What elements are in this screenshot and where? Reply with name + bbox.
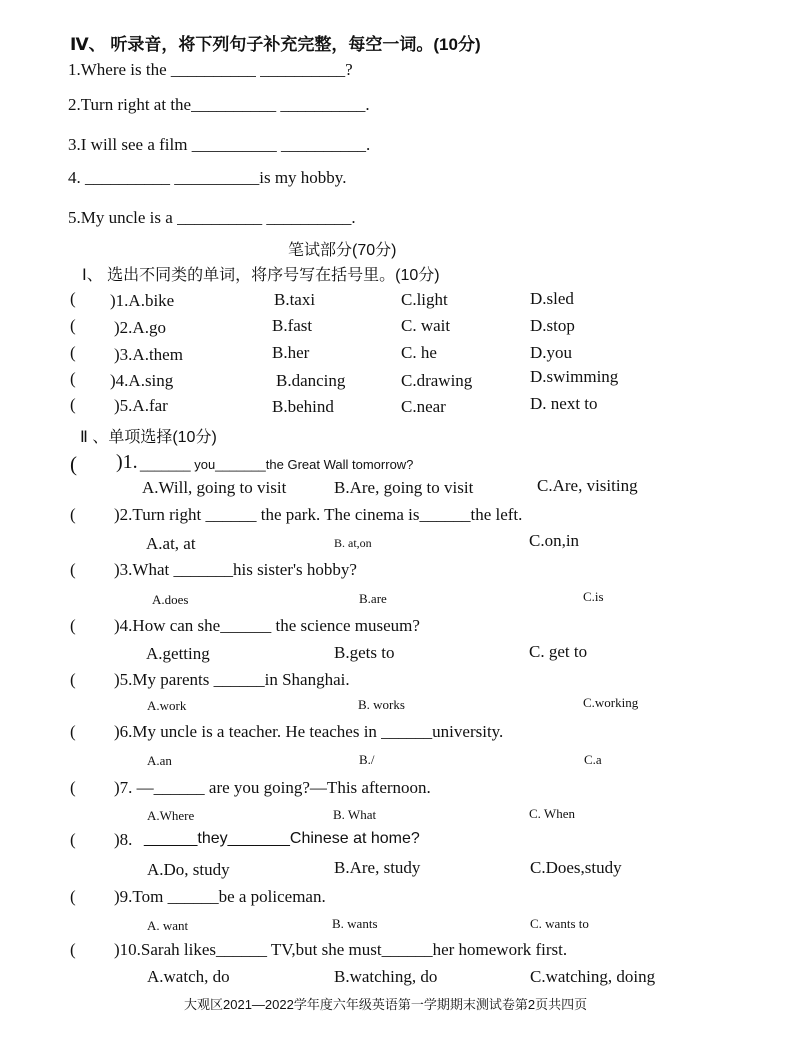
question-option-a: )3.A.them (114, 345, 183, 364)
listening-line-1: 1.Where is the __________ __________? (68, 60, 353, 79)
option-c: C.a (584, 752, 602, 767)
question-option-a: )4.A.sing (110, 371, 174, 390)
question-text: )2.Turn right ______ the park. The cinema is______the left. (114, 505, 523, 524)
listening-line-2: 2.Turn right at the__________ __________. (68, 95, 370, 114)
option-d: D. next to (530, 394, 598, 413)
answer-paren: ( (70, 343, 76, 362)
answer-paren: ( (70, 369, 76, 388)
option-a: A. want (147, 918, 189, 933)
option-b: B.her (272, 343, 310, 362)
option-b: B. wants (332, 916, 378, 931)
question-text: )10.Sarah likes______ TV,but she must______her homework first. (114, 940, 568, 959)
option-a: A.Will, going to visit (142, 478, 287, 497)
section-4-heading: Ⅳ、 听录音，将下列句子补充完整，每空一词。(10分) (70, 35, 481, 54)
section-1-heading: Ⅰ、 选出不同类的单词，将序号写在括号里。(10分) (82, 267, 440, 284)
question-text: )4.How can she______ the science museum? (114, 616, 420, 635)
option-c: C. When (529, 806, 575, 821)
question-number: )8. (114, 830, 133, 849)
question-number: )1. (116, 451, 138, 473)
answer-paren: ( (70, 722, 76, 741)
option-b: B.are (359, 591, 387, 606)
option-d: D.sled (530, 289, 574, 308)
option-c: C.near (401, 397, 446, 416)
answer-paren: ( (70, 289, 76, 308)
page-footer: 大观区2021—2022学年度六年级英语第一学期期末测试卷第2页共四页 (184, 997, 588, 1012)
question-text: )5.My parents ______in Shanghai. (114, 670, 350, 689)
question-option-a: )1.A.bike (110, 291, 175, 310)
option-b: B./ (359, 752, 375, 767)
answer-paren: ( (70, 887, 76, 906)
option-c: C.Are, visiting (537, 476, 638, 495)
listening-line-4: 4. __________ __________is my hobby. (68, 168, 347, 187)
answer-paren: ( (70, 505, 76, 524)
listening-line-5: 5.My uncle is a __________ __________. (68, 208, 356, 227)
option-c: C.working (583, 695, 639, 710)
option-a: A.at, at (146, 534, 196, 553)
section-2-heading: Ⅱ 、单项选择(10分) (80, 429, 217, 446)
answer-paren: ( (70, 560, 76, 579)
option-b: B.gets to (334, 643, 395, 662)
question-text: )7. —______ are you going?—This afternoon. (114, 778, 431, 797)
written-part-title: 笔试部分(70分) (288, 242, 397, 259)
option-a: A.does (152, 592, 189, 607)
option-c: C. get to (529, 642, 588, 661)
option-c: C.drawing (401, 371, 473, 390)
option-c: C. wants to (530, 916, 589, 931)
option-c: C. wait (401, 316, 451, 335)
option-a: A.getting (146, 644, 210, 663)
option-a: A.Where (147, 808, 195, 823)
question-text: _______ you_______the Great Wall tomorrow? (140, 457, 414, 472)
question-option-a: )5.A.far (114, 396, 168, 415)
option-d: D.you (530, 343, 573, 362)
option-c: C.light (401, 290, 448, 309)
option-c: C.Does,study (530, 858, 622, 877)
option-b: B.watching, do (334, 967, 438, 986)
option-a: A.Do, study (147, 860, 230, 879)
option-b: B.dancing (276, 371, 346, 390)
answer-paren: ( (70, 940, 76, 959)
option-b: B.taxi (274, 290, 316, 309)
option-c: C.is (583, 589, 604, 604)
answer-paren: ( (70, 616, 76, 635)
question-text: )3.What _______his sister's hobby? (114, 560, 357, 579)
option-a: A.work (147, 698, 187, 713)
option-b: B. What (333, 807, 377, 822)
option-a: A.watch, do (147, 967, 230, 986)
option-c: C. he (401, 343, 437, 362)
answer-paren: ( (70, 778, 76, 797)
answer-paren: ( (70, 316, 76, 335)
question-text: ______they_______Chinese at home? (144, 830, 420, 847)
listening-line-3: 3.I will see a film __________ __________. (68, 135, 371, 154)
question-text: )9.Tom ______be a policeman. (114, 887, 326, 906)
answer-paren: ( (70, 452, 77, 476)
option-b: B.Are, going to visit (334, 478, 474, 497)
question-text: )6.My uncle is a teacher. He teaches in ______university. (114, 722, 504, 741)
option-b: B.behind (272, 397, 334, 416)
answer-paren: ( (70, 830, 76, 849)
answer-paren: ( (70, 395, 76, 414)
question-option-a: )2.A.go (114, 318, 166, 337)
option-b: B. at,on (334, 536, 372, 550)
option-b: B.Are, study (334, 858, 421, 877)
option-b: B. works (358, 697, 405, 712)
option-a: A.an (147, 753, 172, 768)
option-c: C.watching, doing (530, 967, 656, 986)
option-d: D.stop (530, 316, 575, 335)
option-b: B.fast (272, 316, 313, 335)
answer-paren: ( (70, 670, 76, 689)
option-d: D.swimming (530, 367, 619, 386)
option-c: C.on,in (529, 531, 580, 550)
